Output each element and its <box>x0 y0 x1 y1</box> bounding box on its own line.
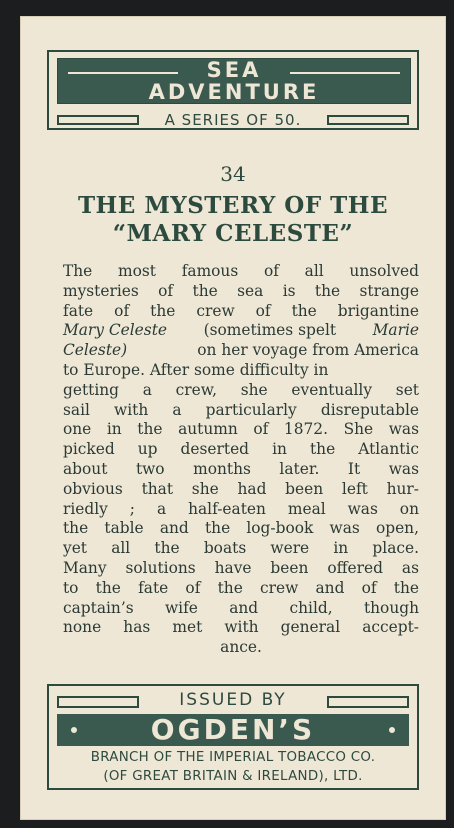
card-number: 34 <box>220 162 246 186</box>
ship-name-alt-italic: Marie <box>372 321 419 340</box>
description-line: getting a crew, she eventually set <box>63 380 419 399</box>
series-label: A SERIES OF 50. <box>164 111 302 129</box>
brand-name: OGDEN’S <box>150 713 316 746</box>
decorative-box <box>327 115 409 125</box>
series-row <box>57 113 409 127</box>
description-fragment: (sometimes spelt <box>203 321 337 340</box>
description-line <box>63 321 419 341</box>
description-line: to Europe. After some difficulty in <box>63 360 329 379</box>
description-line: The most famous of all unsolved <box>63 262 419 280</box>
issued-row <box>57 690 409 712</box>
issuer-line2: (OF GREAT BRITAIN & IRELAND), LTD. <box>103 769 363 784</box>
card-description <box>63 262 419 658</box>
description-line: captain’s wife and child, though <box>63 598 419 617</box>
card-title-line2: “MARY CELESTE” <box>112 220 354 247</box>
description-line: obvious that she had been left hur- <box>63 479 419 498</box>
header-title-sea: SEA <box>206 58 262 82</box>
description-line: yet all the boats were in place. <box>63 539 419 558</box>
ship-name-italic: Mary Celeste <box>63 321 167 340</box>
issued-by-label: ISSUED BY <box>179 690 287 710</box>
description-line <box>63 341 419 361</box>
ship-name-alt-italic: Celeste) <box>63 341 128 360</box>
header-band <box>57 58 411 104</box>
brand-band <box>57 714 409 746</box>
description-line: the table and the log-book was open, <box>63 519 419 538</box>
header-title-adventure: ADVENTURE <box>148 80 320 104</box>
description-line: one in the autumn of 1872. She was <box>63 420 419 439</box>
description-line: about two months later. It was <box>63 459 419 478</box>
description-line: to the fate of the crew and of the <box>63 578 419 597</box>
description-line: fate of the crew of the brigantine <box>63 301 419 320</box>
issuer-line1: BRANCH OF THE IMPERIAL TOBACCO CO. <box>90 750 376 765</box>
description-fragment: on her voyage from America <box>197 341 419 360</box>
description-line: picked up deserted in the Atlantic <box>63 440 419 459</box>
description-line: sail with a particularly disreputable <box>63 400 419 419</box>
description-line: ance. <box>220 638 262 657</box>
footer-frame <box>47 684 419 790</box>
description-line: mysteries of the sea is the strange <box>63 281 419 300</box>
cigarette-card <box>20 16 446 820</box>
decorative-box <box>57 115 139 125</box>
description-line: Many solutions have been offered as <box>63 558 419 577</box>
description-line: none has met with general accept- <box>63 618 419 637</box>
description-line: riedly ; a half-eaten meal was on <box>63 499 419 518</box>
dot-ornament <box>389 727 395 733</box>
card-title-line1: THE MYSTERY OF THE <box>77 192 389 219</box>
header-frame <box>47 50 419 130</box>
decorative-box <box>327 696 409 708</box>
